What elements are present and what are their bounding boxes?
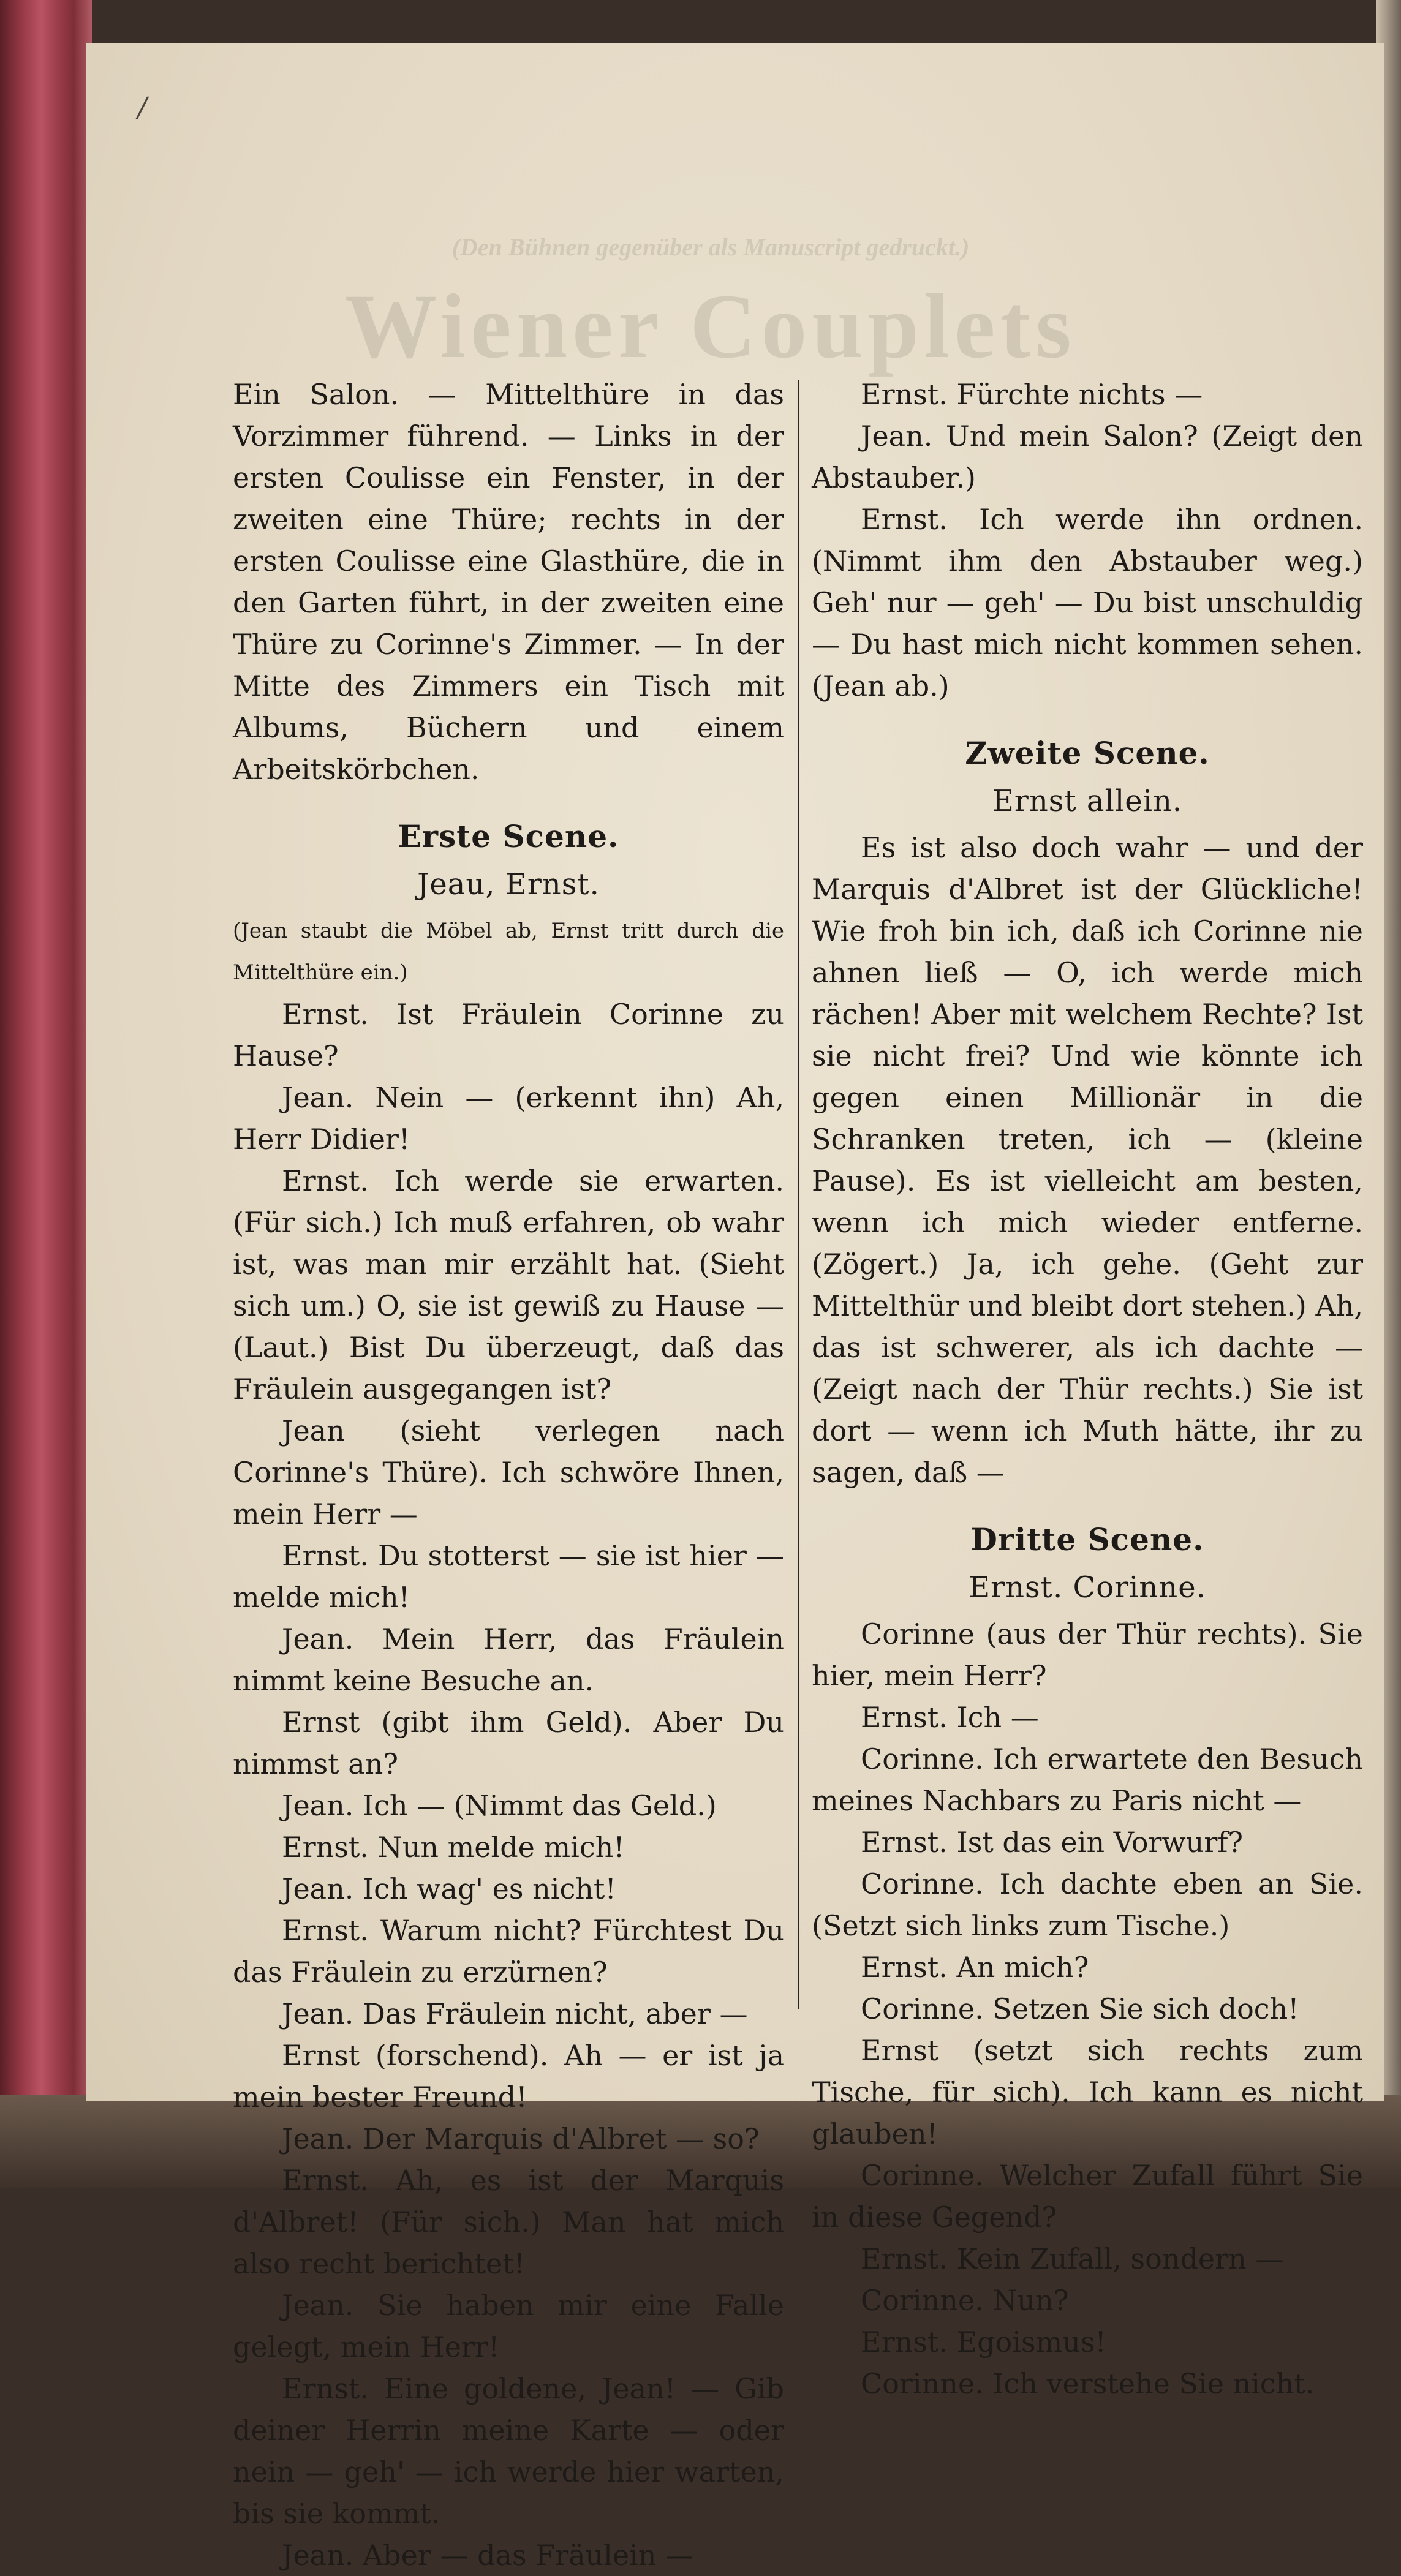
- dialogue-line: Jean. Mein Herr, das Fräulein nimmt keine Besuche an.: [233, 1622, 784, 1697]
- dialogue-line: Corinne. Welcher Zufall führt Sie in diese Gegend?: [812, 2159, 1363, 2234]
- bleed-through-line-1: (Den Bühnen gegenüber als Manuscript gedruckt.): [451, 233, 970, 261]
- dialogue-line: Corinne. Ich erwartete den Besuch meines Nachbars zu Paris nicht —: [812, 1742, 1363, 1817]
- dialogue-line: Jean. Sie haben mir eine Falle gelegt, mein Herr!: [233, 2289, 784, 2363]
- dialogue-line: Jean. Und mein Salon? (Zeigt den Abstauber.): [812, 420, 1363, 494]
- dialogue-line: Ernst. Ich —: [861, 1701, 1039, 1734]
- pencil-mark: /: [138, 92, 147, 123]
- dialogue-line: Jean. Das Fräulein nicht, aber —: [282, 1997, 748, 2030]
- dialogue-line: Jean (sieht verlegen nach Corinne's Thüre). Ich schwöre Ihnen, mein Herr —: [233, 1414, 784, 1531]
- dialogue-line: Ernst. Egoismus!: [861, 2326, 1106, 2359]
- dialogue-line: Es ist also doch wahr — und der Marquis d'Albret ist der Glückliche! Wie froh bin ich, daß ich Corinne nie ahnen ließ — O, ich werde mich rächen! Aber mit welchem Rechte? Ist sie nicht frei? Und wie könnte ich gegen einen Millionär in die Schranken treten, ich — (kleine Pause). Es ist vielleicht am besten, wenn ich mich wieder entferne. (Zögert.) Ja, ich gehe. (Geht zur Mittelthür und bleibt dort stehen.) Ah, das ist schwerer, als ich dachte — (Zeigt nach der Thür rechts.) Sie ist dort — wenn ich Muth hätte, ihr zu sagen, daß —: [812, 831, 1363, 1489]
- dialogue-line: Ernst. Eine goldene, Jean! — Gib deiner Herrin meine Karte — oder nein — geh' — ich werde hier warten, bis sie kommt.: [233, 2372, 784, 2530]
- dialogue-line: Ernst. Ich werde sie erwarten. (Für sich.) Ich muß erfahren, ob wahr ist, was man mir erzählt hat. (Sieht sich um.) O, sie ist gewiß zu Hause — (Laut.) Bist Du überzeugt, daß das Fräulein ausgegangen ist?: [233, 1164, 784, 1406]
- dialogue-line: Ernst. Warum nicht? Fürchtest Du das Fräulein zu erzürnen?: [233, 1914, 784, 1989]
- dialogue-line: Ernst. Ah, es ist der Marquis d'Albret! (Für sich.) Man hat mich also recht berichtet!: [233, 2164, 784, 2280]
- dialogue-line: Jean. Ich wag' es nicht!: [282, 1872, 616, 1905]
- scene-heading: Zweite Scene.: [965, 735, 1210, 771]
- dialogue-line: Ernst (gibt ihm Geld). Aber Du nimmst an?: [233, 1706, 784, 1780]
- book-edge: [0, 0, 92, 2188]
- scene-persons: Ernst. Corinne.: [969, 1570, 1206, 1605]
- dialogue-line: Jean. Ich — (Nimmt das Geld.): [282, 1789, 717, 1822]
- dialogue-line: Ernst. Kein Zufall, sondern —: [861, 2242, 1284, 2275]
- scene-persons: Jeau, Ernst.: [417, 867, 600, 902]
- dialogue-line: Ernst (setzt sich rechts zum Tische, für sich). Ich kann es nicht glauben!: [812, 2034, 1363, 2150]
- dialogue-line: Ernst. Nun melde mich!: [282, 1831, 625, 1864]
- dialogue-line: Corinne. Nun?: [861, 2284, 1069, 2317]
- right-column: [812, 374, 1363, 2405]
- dialogue-line: Jean. Nein — (erkennt ihn) Ah, Herr Didier!: [233, 1081, 784, 1156]
- dialogue-line: Ernst. Ist Fräulein Corinne zu Hause?: [233, 998, 784, 1072]
- bleed-through-text: [221, 233, 1201, 379]
- dialogue-line: Ernst. Fürchte nichts —: [861, 378, 1203, 411]
- dialogue-line: Ernst. Ich werde ihn ordnen. (Nimmt ihm den Abstauber weg.) Geh' nur — geh' — Du bist unschuldig — Du hast mich nicht kommen sehen. (Jean ab.): [812, 503, 1363, 702]
- left-column: [233, 374, 784, 2576]
- dialogue-line: Corinne. Setzen Sie sich doch!: [861, 1992, 1299, 2025]
- dialogue-line: Ernst. Ist das ein Vorwurf?: [861, 1826, 1244, 1859]
- column-divider: [798, 380, 799, 2009]
- stage-setting: Ein Salon. — Mittelthüre in das Vorzimmer führend. — Links in der ersten Coulisse ein Fenster, in der zweiten eine Thüre; rechts in der ersten Coulisse eine Glasthüre, die in den Garten führt, in der zweiten eine Thüre zu Corinne's Zimmer. — In der Mitte des Zimmers ein Tisch mit Albums, Büchern und einem Arbeitskörbchen.: [233, 378, 784, 786]
- scene-heading: Dritte Scene.: [970, 1521, 1204, 1557]
- dialogue-line: Corinne. Ich verstehe Sie nicht.: [861, 2367, 1315, 2400]
- scene-heading: Erste Scene.: [398, 818, 619, 854]
- dialogue-line: Corinne (aus der Thür rechts). Sie hier, mein Herr?: [812, 1618, 1363, 1692]
- dialogue-line: Ernst (forschend). Ah — er ist ja mein bester Freund!: [233, 2039, 784, 2114]
- stage-direction: (Jean staubt die Möbel ab, Ernst tritt durch die Mittelthüre ein.): [233, 919, 784, 985]
- dialogue-line: Jean. Aber — das Fräulein —: [282, 2539, 694, 2572]
- bleed-through-line-2: Wiener Couplets: [345, 276, 1076, 377]
- dialogue-line: Ernst. An mich?: [861, 1951, 1089, 1984]
- dialogue-line: Ernst. Du stotterst — sie ist hier — melde mich!: [233, 1539, 784, 1614]
- scene-persons: Ernst allein.: [992, 784, 1183, 818]
- dialogue-line: Jean. Der Marquis d'Albret — so?: [282, 2122, 760, 2155]
- dialogue-line: Corinne. Ich dachte eben an Sie. (Setzt sich links zum Tische.): [812, 1867, 1363, 1942]
